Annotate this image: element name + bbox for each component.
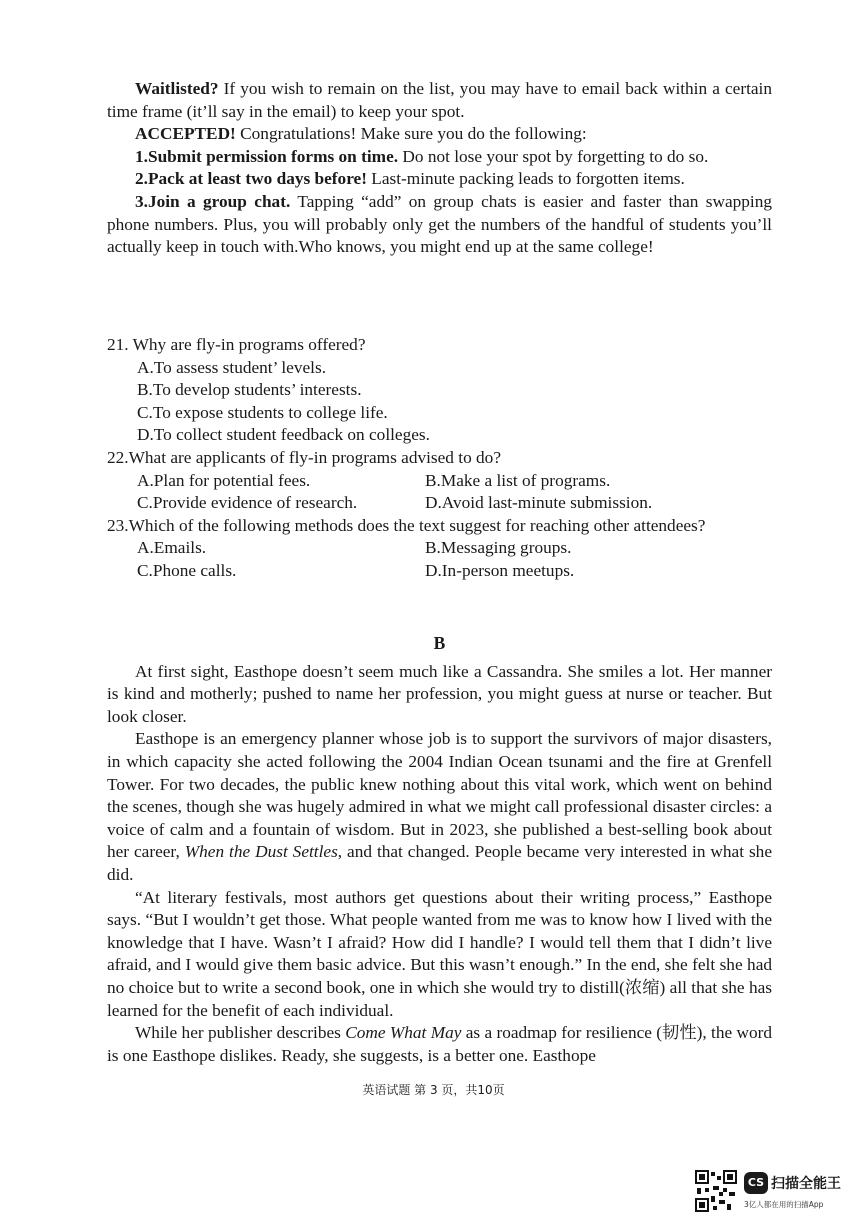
tip-3-heading: 3.Join a group chat. [135,191,291,211]
book-title-when-the-dust-settles: When the Dust Settles [184,842,338,862]
scanner-logo-icon: CS [744,1172,768,1194]
passage-b-paragraph-1: At first sight, Easthope doesn’t seem much like a Cassandra. She smiles a lot. Her manner is kind and motherly; pushed to name her profession, you might guess at nurse or teacher. But look closer. [107,661,772,726]
page-footer: 英语试题 第 3 页，共10页 [362,1083,505,1097]
question-23-option-c: C.Phone calls. [137,560,237,580]
question-22-option-b: B.Make a list of programs. [425,470,611,490]
tip-2 [107,168,772,191]
question-23-option-a: A.Emails. [137,538,207,558]
accepted-text: Congratulations! Make sure you do the following: [235,124,587,144]
question-21-option-d: D.To collect student feedback on colleges. [137,425,430,445]
waitlisted-paragraph [107,78,772,123]
tip-1 [107,146,772,169]
question-21-option-a: A.To assess student’ levels. [137,357,327,377]
paragraph-2-start: Easthope is an emergency planner whose job is to support the survivors of major disasters, in which capacity she acted following the 2004 Indian Ocean tsunami and the fire at Grenfell Tower. For two decades, the public knew nothing about this vital work, which went on behind the scenes, though she was hugely admired in what we might call professional disaster circles: a voice of calm and a fountain of wisdom. But in 2023, she published a best-selling book about her career, [107,729,772,862]
accepted-heading: ACCEPTED! [135,124,236,144]
passage-b [107,622,772,1067]
waitlisted-text: If you wish to remain on the list, you may have to email back within a certain time frame (it’ll say in the email) to keep your spot. [107,79,772,121]
qr-code-icon [695,1170,737,1212]
question-22-option-a: A.Plan for potential fees. [137,470,311,490]
passage-b-paragraph-4 [107,1022,772,1067]
tip-2-heading: 2.Pack at least two days before! [135,169,367,189]
question-21-stem: 21. Why are fly-in programs offered? [107,335,366,354]
paragraph-4-start: While her publisher describes [135,1023,346,1043]
question-22-options-row-1 [137,470,772,493]
book-title-come-what-may: Come What May [345,1023,462,1043]
question-23-option-b: B.Messaging groups. [425,538,572,558]
passage-b-paragraph-2 [107,728,772,886]
section-b-heading: B [433,633,446,653]
tip-3-text: Tapping “add” on group chats is easier and faster than swapping phone numbers. Plus, you will probably only get the numbers of the handful of students you’ll actually keep in touch with.Who knows, you might end up at the same college! [107,191,772,257]
question-22-option-c: C.Provide evidence of research. [137,493,358,513]
question-22-option-d: D.Avoid last-minute submission. [425,493,653,513]
passage-b-paragraph-3: “At literary festivals, most authors get questions about their writing process,” Easthope says. “But I wouldn’t get those. What people wanted from me was to know how I lived with the knowledge that I have. Wasn’t I afraid? How did I handle? I would tell them that I didn’t live afraid, and I would give them basic advice. But this wasn’t enough.” In the end, she felt she had no choice but to write a second book, one in which she would try to distill(浓缩) all that she has learned for the benefit of each individual. [107,887,772,1020]
questions-block [107,334,772,583]
question-22-options-row-2 [137,492,772,515]
tip-2-text: Last-minute packing leads to forgotten items. [366,169,685,189]
tip-1-heading: 1.Submit permission forms on time. [135,146,399,166]
tip-3 [107,191,772,259]
paragraph-4-end: as a roadmap for resilience (韧性), the word is one Easthope dislikes. Ready, she suggests, is a better one. Easthope [107,1023,772,1065]
question-23-options-row-2 [137,560,772,583]
accepted-paragraph [107,123,772,146]
scanner-tagline: 3亿人都在用的扫描App [744,1200,824,1209]
waitlisted-heading: Waitlisted? [135,79,219,98]
question-21-option-c: C.To expose students to college life. [137,402,388,422]
paragraph-2-end: , and that changed. People became very interested in what she did. [107,842,772,884]
scanner-badge [744,1172,841,1194]
question-23-options-row-1 [137,537,772,560]
tip-1-text: Do not lose your spot by forgetting to do so. [398,146,709,166]
question-23-option-d: D.In-person meetups. [425,560,575,580]
question-22-stem: 22.What are applicants of fly-in programs advised to do? [107,447,501,467]
question-21-option-b: B.To develop students’ interests. [137,380,362,400]
question-23-stem: 23.Which of the following methods does the text suggest for reaching other attendees? [107,515,706,535]
scanner-brand: 扫描全能王 [771,1176,841,1192]
passage-a [107,78,772,259]
